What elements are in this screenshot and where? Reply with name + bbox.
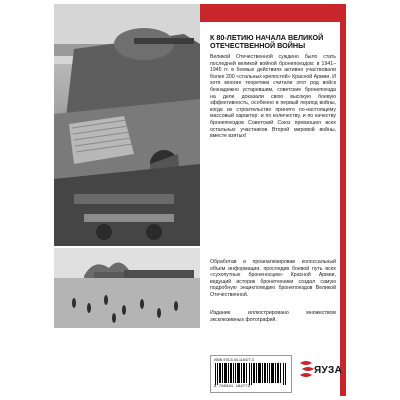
description-paragraph-2: Обработав и проанализировав колоссальный объем информации, проследив боевой путь всех «сухопутных броненосцев» Красной Армии, ведущий историк бронетехники создал самую подробную энциклопедию бронепоездов Великой Отечественной. <box>210 259 336 298</box>
red-spine-edge <box>340 4 346 396</box>
publisher-logo-text: ЯУЗА <box>314 365 343 376</box>
armored-train-photo <box>54 4 200 246</box>
barcode <box>210 355 292 393</box>
book-back-cover <box>54 4 346 396</box>
armored-train-illustration <box>54 4 200 246</box>
battlefield-photo <box>54 248 200 328</box>
description-paragraph-3: Издание иллюстрировано множеством эксклюзивных фотографий. <box>210 310 336 323</box>
isbn-number: ISBN 978-5-04-118477-3 <box>214 358 254 362</box>
barcode-digits: 9 785041 184773 <box>214 385 251 389</box>
cover-heading: К 80-ЛЕТИЮ НАЧАЛА ВЕЛИКОЙ ОТЕЧЕСТВЕННОЙ ВОЙНЫ <box>210 33 324 51</box>
battlefield-illustration <box>54 248 200 328</box>
barcode-bars-icon <box>215 363 287 385</box>
publisher-logo <box>298 359 343 385</box>
description-paragraph-1: Великой Отечественной суждено было стать последней великой войной бронепоездов: в 1941–1945 гг. в боевых действиях активно участвовали более 200 «стальных крепостей» Красной Армии. И хотя многие теоретики считали этот род войск безнадежно устаревшим, советские бронепоезда на деле доказали свою высокую боевую эффективность, особенно в первый период войны, когда их строительство принято по-настоящему массовый характер: и по количеству, и по качеству бронепоездов Советский Союз превзошел всех остальных участников Второй мировой войны, вместе взятых! <box>210 54 336 140</box>
